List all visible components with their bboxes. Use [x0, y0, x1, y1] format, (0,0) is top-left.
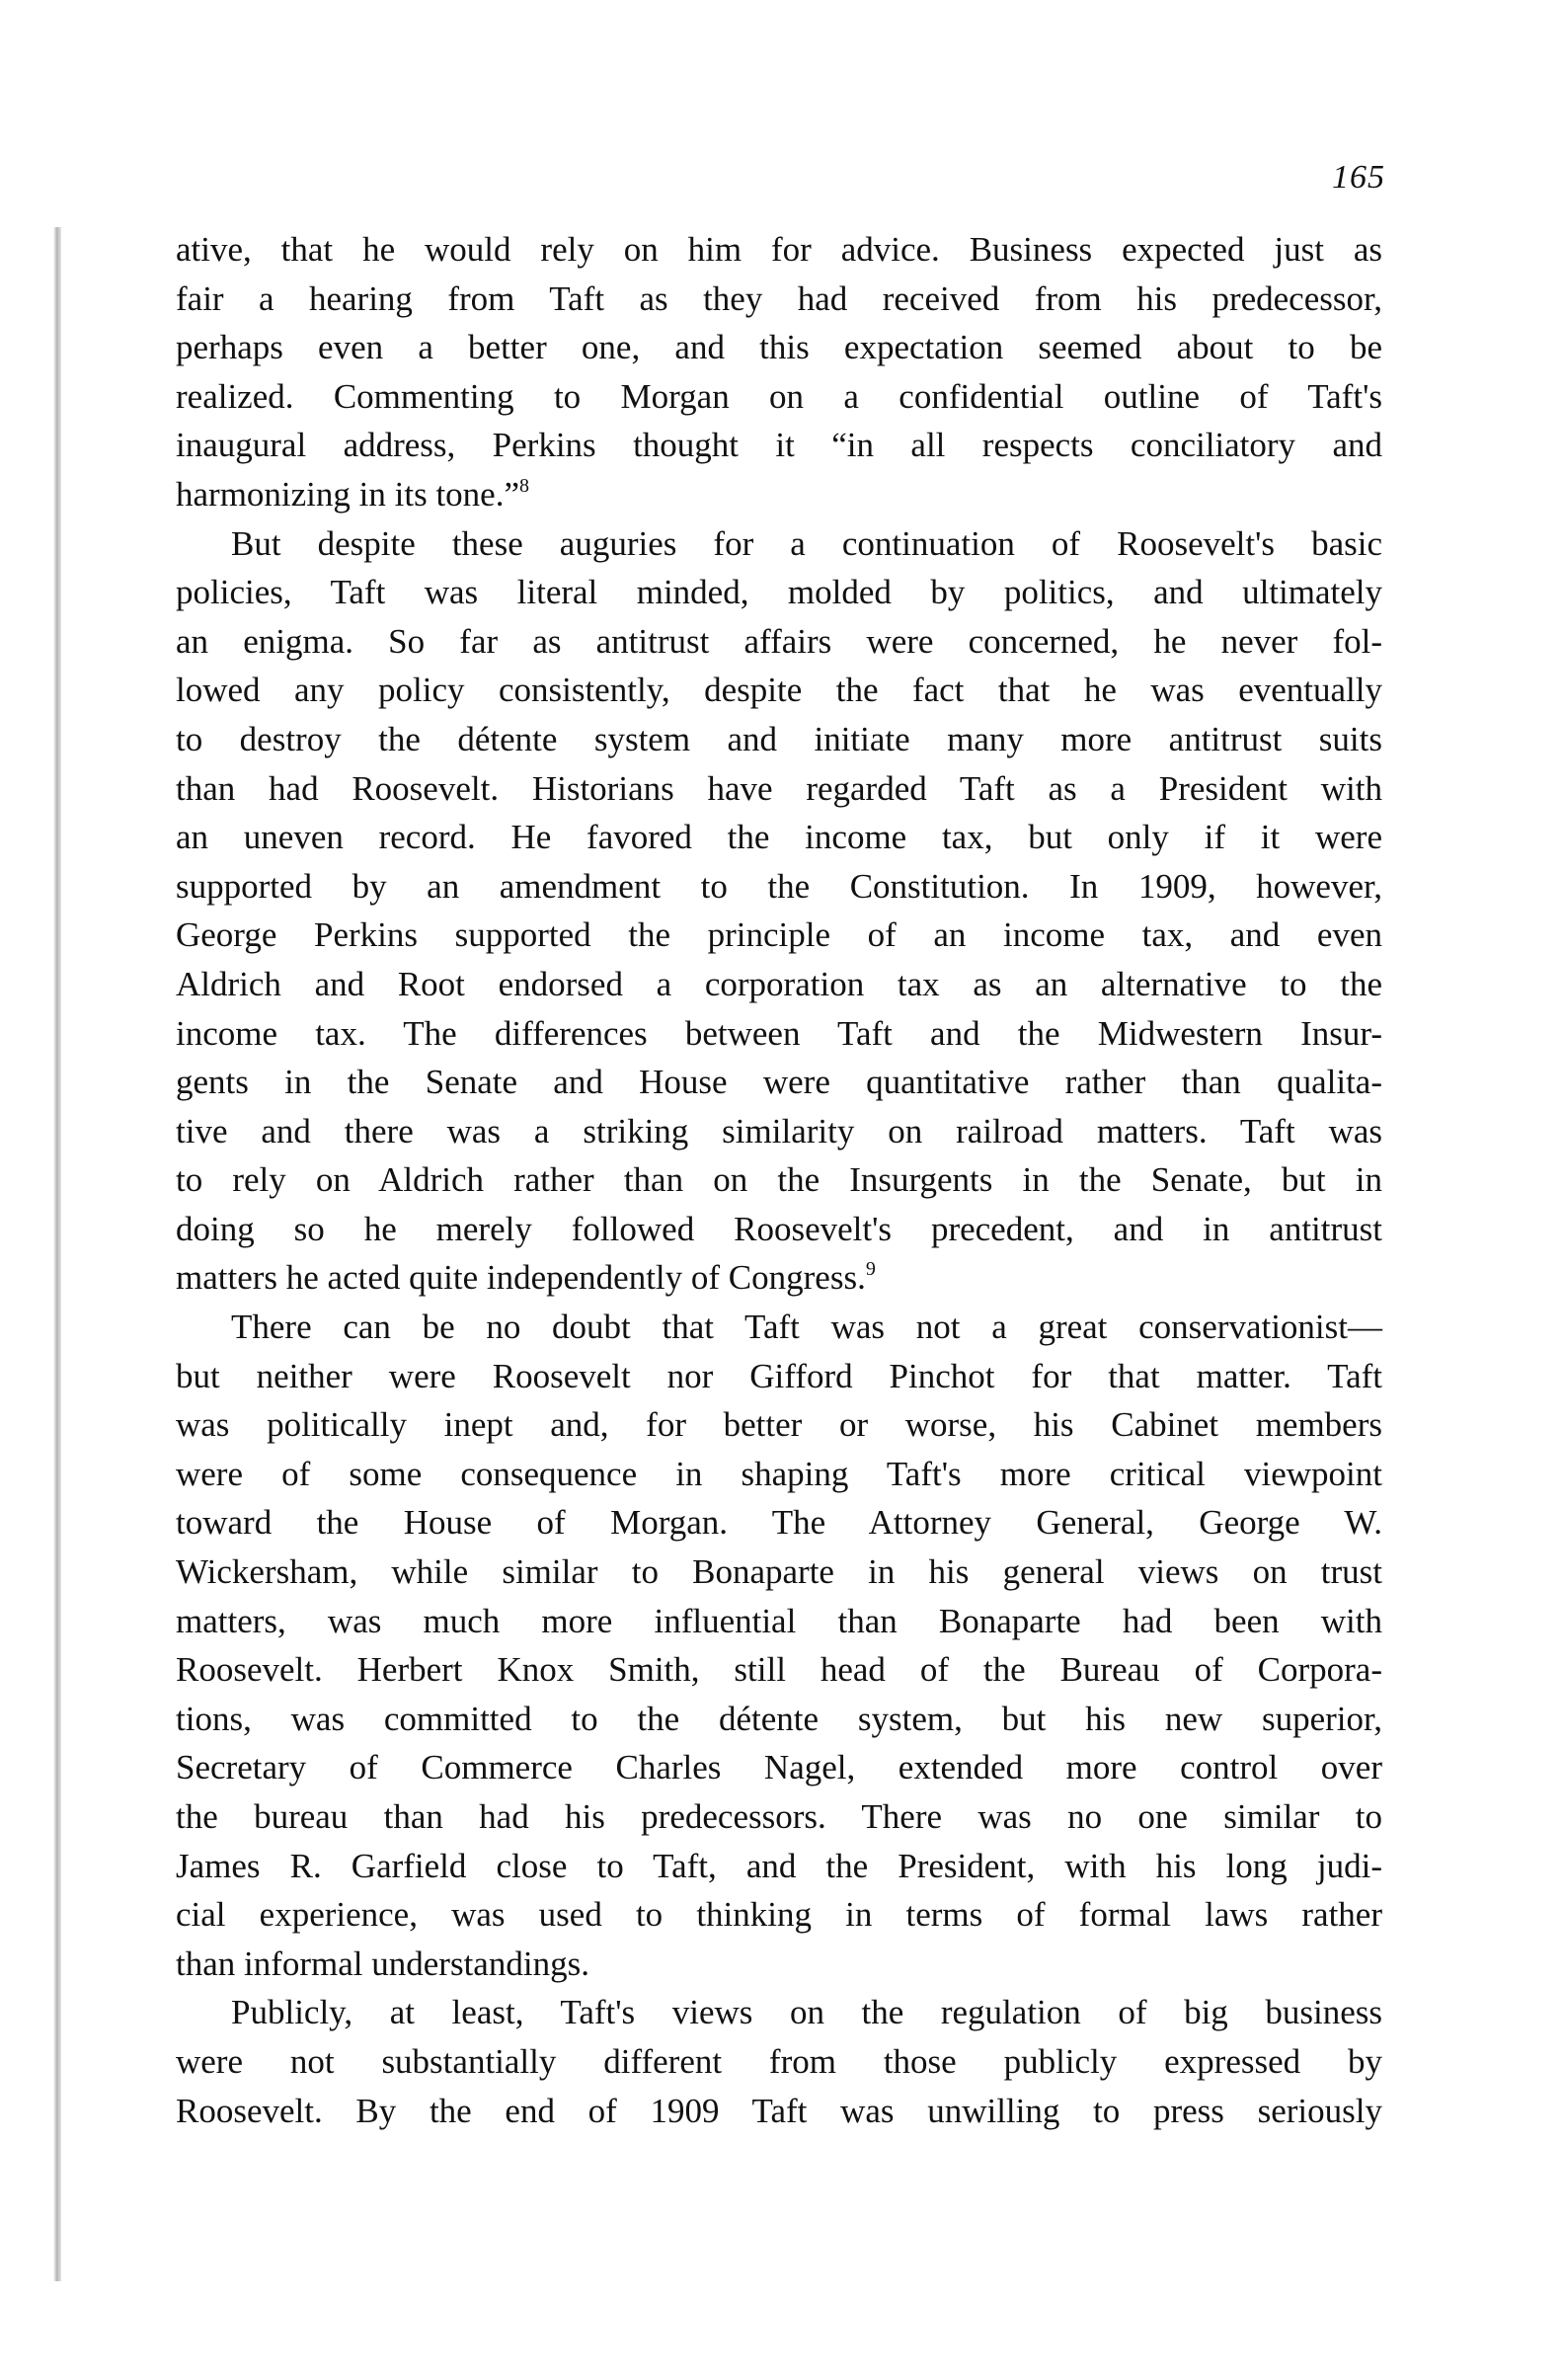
text-line: than informal understandings. [176, 1944, 589, 1983]
text-line: tive and there was a striking similarity on railroad matters. Taft was [176, 1111, 1382, 1150]
text-line: George Perkins supported the principle of an income tax, and even [176, 915, 1382, 955]
text-line: an uneven record. He favored the income tax, but only if it were [176, 818, 1382, 857]
text-line: perhaps even a better one, and this expectation seemed about to be [176, 328, 1382, 367]
text-line: Secretary of Commerce Charles Nagel, extended more control over [176, 1748, 1382, 1787]
text-line: were of some consequence in shaping Taft's more critical viewpoint [176, 1454, 1382, 1493]
text-line: were not substantially different from those publicly expressed by [176, 2041, 1382, 2081]
text-line: but neither were Roosevelt nor Gifford Pinchot for that matter. Taft [176, 1356, 1382, 1395]
text-line: the bureau than had his predecessors. There was no one similar to [176, 1797, 1382, 1836]
text-line: policies, Taft was literal minded, molded by politics, and ultimately [176, 573, 1382, 612]
body-text [176, 225, 1382, 2135]
text-line: income tax. The differences between Taft and the Midwestern Insur- [176, 1013, 1382, 1053]
text-line: Roosevelt. Herbert Knox Smith, still head of the Bureau of Corpora- [176, 1650, 1382, 1690]
page-number: 165 [1332, 159, 1385, 196]
text-line: to destroy the détente system and initiate many more antitrust suits [176, 719, 1382, 758]
text-line: gents in the Senate and House were quantitative rather than qualita- [176, 1063, 1382, 1102]
text-line: was politically inept and, for better or worse, his Cabinet members [176, 1405, 1382, 1445]
footnote-ref: 8 [518, 474, 529, 497]
text-line: supported by an amendment to the Constitution. In 1909, however, [176, 866, 1382, 906]
text-line: Roosevelt. By the end of 1909 Taft was unwilling to press seriously [176, 2091, 1382, 2130]
text-line: tions, was committed to the détente system, but his new superior, [176, 1699, 1382, 1738]
text-line: realized. Commenting to Morgan on a confidential outline of Taft's [176, 376, 1382, 416]
text-line: Aldrich and Root endorsed a corporation tax as an alternative to the [176, 964, 1382, 1003]
text-line: ative, that he would rely on him for advice. Business expected just as [176, 230, 1382, 269]
text-line: to rely on Aldrich rather than on the Insurgents in the Senate, but in [176, 1160, 1382, 1200]
paragraph-first-line: There can be no doubt that Taft was not a great conservationist— [231, 1308, 1382, 1347]
footnote-ref: 9 [865, 1258, 876, 1281]
text-line: fair a hearing from Taft as they had received from his predecessor, [176, 278, 1382, 318]
text-line: matters he acted quite independently of Congress.$^9$ [176, 1258, 876, 1298]
text-line: an enigma. So far as antitrust affairs were concerned, he never fol- [176, 621, 1382, 661]
text-line: harmonizing in its tone.”$^8$ [176, 474, 529, 514]
text-line: cial experience, was used to thinking in terms of formal laws rather [176, 1895, 1382, 1935]
text-line: inaugural address, Perkins thought it “in all respects conciliatory and [176, 426, 1382, 465]
text-line: toward the House of Morgan. The Attorney General, George W. [176, 1503, 1382, 1543]
paragraph-first-line: Publicly, at least, Taft's views on the regulation of big business [231, 1993, 1382, 2032]
page-binding-shadow [53, 227, 61, 2281]
text-line: matters, was much more influential than Bonaparte had been with [176, 1601, 1382, 1640]
paragraph-first-line: But despite these auguries for a continuation of Roosevelt's basic [231, 523, 1382, 563]
text-line: than had Roosevelt. Historians have regarded Taft as a President with [176, 768, 1382, 808]
text-line: James R. Garfield close to Taft, and the President, with his long judi- [176, 1846, 1382, 1885]
text-line: lowed any policy consistently, despite the fact that he was eventually [176, 671, 1382, 710]
text-line: Wickersham, while similar to Bonaparte in his general views on trust [176, 1552, 1382, 1592]
text-line: doing so he merely followed Roosevelt's precedent, and in antitrust [176, 1209, 1382, 1248]
